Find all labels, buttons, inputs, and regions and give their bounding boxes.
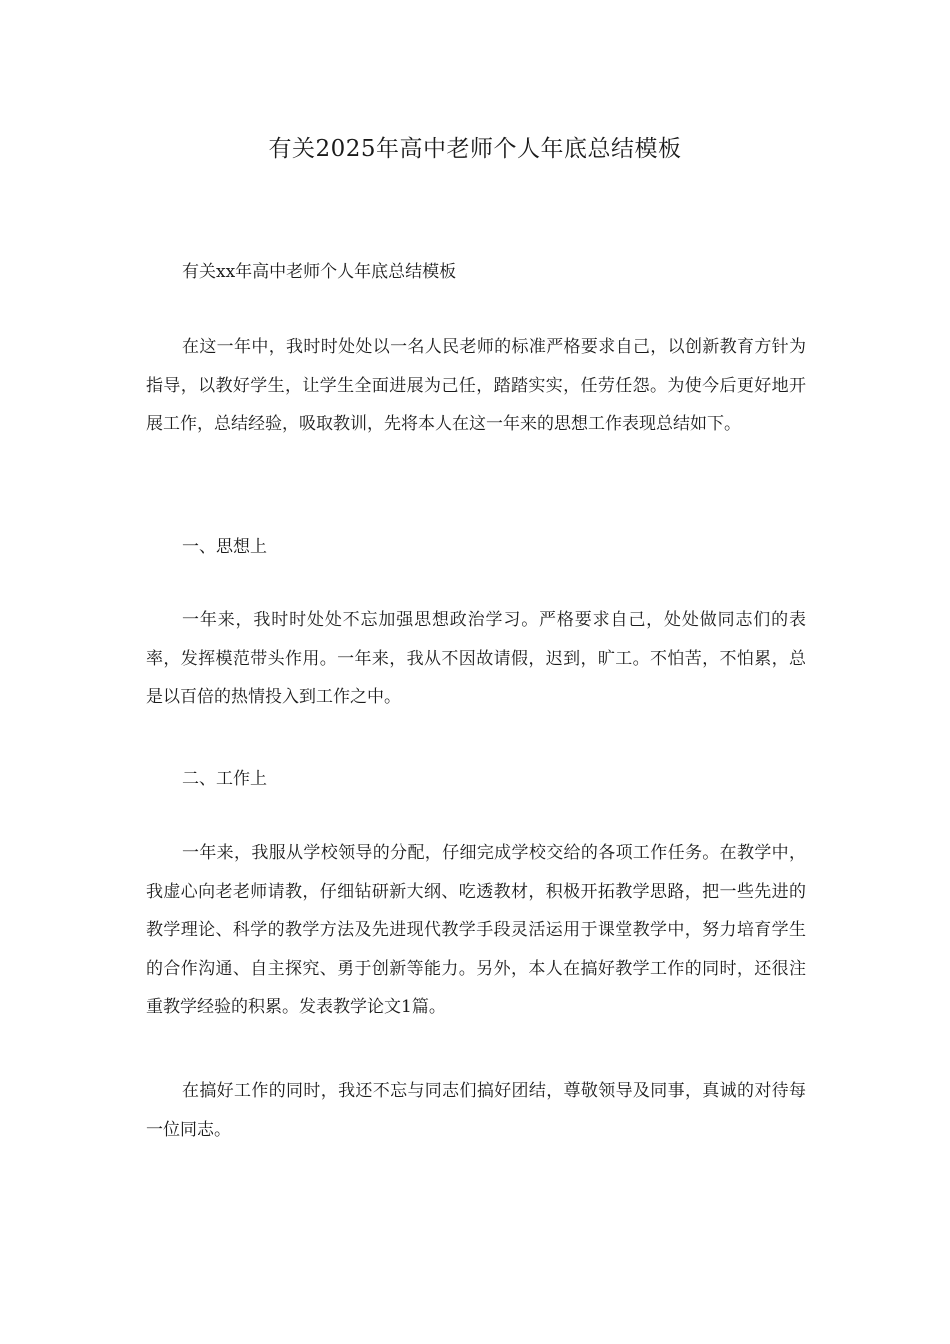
section-heading-ideology: 一、思想上 [182,537,267,557]
document-subtitle: 有关xx年高中老师个人年底总结模板 [182,262,457,282]
section-heading-work: 二、工作上 [182,769,267,789]
closing-paragraph: 在搞好工作的同时，我还不忘与同志们搞好团结，尊敬领导及同事，真诚的对待每一位同志。 [146,1081,806,1140]
intro-paragraph: 在这一年中，我时时处处以一名人民老师的标准严格要求自己，以创新教育方针为指导，以教好学生，让学生全面进展为己任，踏踏实实，任劳任怨。为使今后更好地开展工作，总结经验，吸取教训，先将本人在这一年来的思想工作表现总结如下。 [146,337,806,434]
document-title: 有关2025年高中老师个人年底总结模板 [268,136,682,162]
section-paragraph-ideology: 一年来，我时时处处不忘加强思想政治学习。严格要求自己，处处做同志们的表率，发挥模范带头作用。一年来，我从不因故请假，迟到，旷工。不怕苦，不怕累，总是以百倍的热情投入到工作之中。 [146,610,806,707]
section-paragraph-work: 一年来，我服从学校领导的分配，仔细完成学校交给的各项工作任务。在教学中，我虚心向老老师请教，仔细钻研新大纲、吃透教材，积极开拓教学思路，把一些先进的教学理论、科学的教学方法及先进现代教学手段灵活运用于课堂教学中，努力培育学生的合作沟通、自主探究、勇于创新等能力。另外，本人在搞好教学工作的同时，还很注重教学经验的积累。发表教学论文1篇。 [146,843,806,1017]
